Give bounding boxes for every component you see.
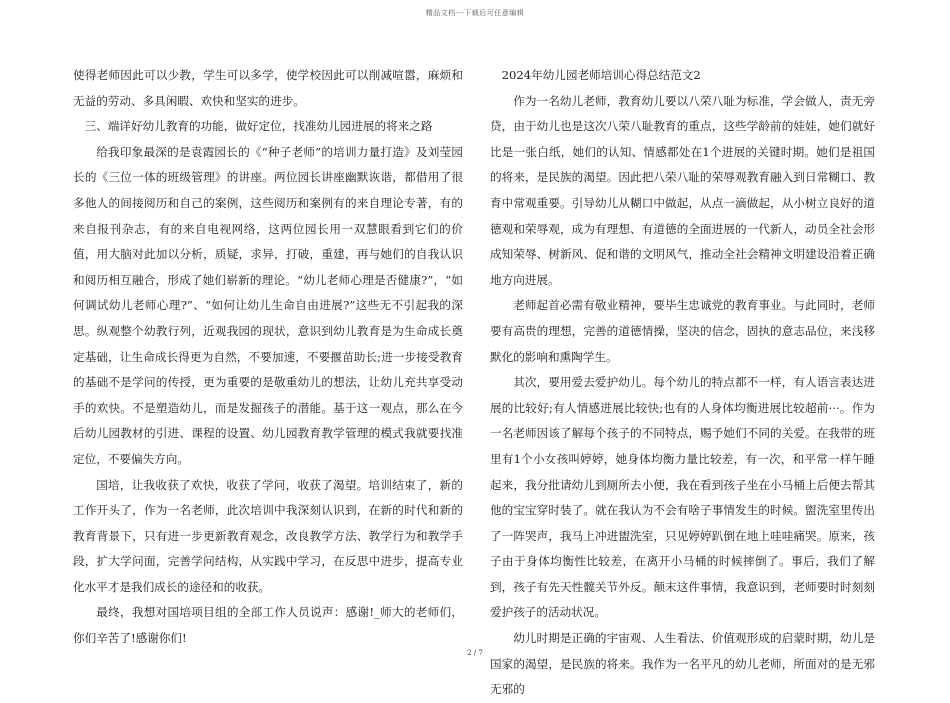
left-paragraph-4: 最终，我想对国培项目组的全部工作人员说声：感谢!_师大的老师们，你们辛苦了!感谢你们! bbox=[73, 605, 463, 646]
right-column bbox=[490, 63, 875, 703]
left-column bbox=[73, 63, 463, 652]
left-paragraph-3: 国培，让我收获了欢快，收获了学问，收获了渴望。培训结束了，新的工作开头了，作为一名老师，此次培训中我深刻认识到，在新的时代和新的教育背景下，只有进一步更新教育观念，改良教学方法、教学行为和教学手段，扩大学问面，完善学问结构，从实践中学习，在反思中进步，提高专业化水平才是我们成长的途径和的收获。 bbox=[73, 477, 463, 594]
section-heading-3: 三、端详好幼儿教育的功能，做好定位，找准幼儿园进展的将来之路 bbox=[84, 119, 433, 134]
right-paragraph-2: 老师起首必需有敬业精神，要毕生忠诚党的教育事业。与此同时，老师要有高贵的理想，完善的道德情操，坚决的信念，固执的意志品位，来浅移默化的影响和熏陶学生。 bbox=[490, 298, 875, 364]
left-paragraph-1: 使得老师因此可以少教，学生可以多学，使学校因此可以削减喧嚣，麻烦和无益的劳动、多具闲暇、欢快和坚实的进步。 bbox=[73, 68, 463, 108]
article-title: 2024年幼儿园老师培训心得总结范文2 bbox=[501, 68, 701, 82]
page-header: 精品文档---下载后可任意编辑 bbox=[425, 9, 525, 17]
right-paragraph-4: 幼儿时期是正确的宇宙观、人生看法、价值观形成的启蒙时期，幼儿是国家的渴望，是民族的将来。我作为一名平凡的幼儿老师，所面对的是无邪无邪的 bbox=[490, 631, 875, 697]
page-number: 2 / 7 bbox=[467, 649, 483, 657]
left-paragraph-2: 给我印象最深的是袁霞园长的《“种子老师”的培训力量打造》及刘莹园长的《三位一体的班级管理》的讲座。两位园长讲座幽默诙谐，都借用了很多他人的间接阅历和自己的案例，这些阅历和案例有的来自理论专著，有的来自报刊杂志，有的来自电视网络，这两位园长用一双慧眼看到它们的价值，用大脑对此加以分析，质疑，求异，打破，重建，再与她们的自我认识和阅历相互融合，形成了她们崭新的理论。“幼儿老师心理是否健康?”，“如何调试幼儿老师心理?”、“如何让幼儿生命自由进展?”这些无不引起我的深思。纵观整个幼教行列，近观我园的现状，意识到幼儿教育是为生命成长奠定基础，让生命成长得更为自然，不要加速，不要揠苗助长;进一步接受教育的基础不是学问的传授，更为重要的是敬重幼儿的想法，让幼儿充共享受动手的欢快。不是塑造幼儿，而是发掘孩子的潜能。基于这一观点，那么在今后幼儿园教材的引进、课程的设置、幼儿园教育教学管理的模式我就要找准定位，不要偏失方向。 bbox=[73, 144, 463, 466]
right-paragraph-1: 作为一名幼儿老师，教育幼儿要以八荣八耻为标准，学会做人，责无旁贷，由于幼儿也是这次八荣八耻教育的重点，这些学龄前的娃娃，她们就好比是一张白纸，她们的认知、情感都处在1个进展的关键时期。她们是祖国的将来，是民族的渴望。因此把八荣八耻的荣辱观教育融入到日常糊口、教育中常观重要。引导幼儿从糊口中做起，从点一滴做起，从小树立良好的道德观和荣辱观，成为有理想、有道德的全面进展的一代新人，动员全社会形成知荣辱、树新风、促和谐的文明风气，推动全社会精神文明建设沿着正确地方向进展。 bbox=[490, 93, 875, 287]
right-paragraph-3: 其次，要用爱去爱护幼儿。每个幼儿的特点都不一样，有人语言表达进展的比较好;有人情感进展比较快;也有的人身体均衡进展比较超前···。作为一名老师因该了解每个孩子的不同特点，赐予她们不同的关爱。在我带的班里有1个小女孩叫婷婷，她身体均衡力量比较差，有一次，和平常一样午睡起来，我分批请幼儿到厕所去小便，我在看到孩子坐在小马桶上后便去帮其他的宝宝穿时装了。就在我认为不会有啥子事情发生的时候。盥洗室里传出了一阵哭声，我马上冲进盥洗室，只见婷婷趴倒在地上哇哇痛哭。原来，孩子由于身体均衡性比较差，在离开小马桶的时候摔倒了。事后，我们了解到，孩子有先天性髋关节外反。颠末这件事情，我意识到，老师要时时刻刻爱护孩子的活动状况。 bbox=[490, 375, 875, 620]
